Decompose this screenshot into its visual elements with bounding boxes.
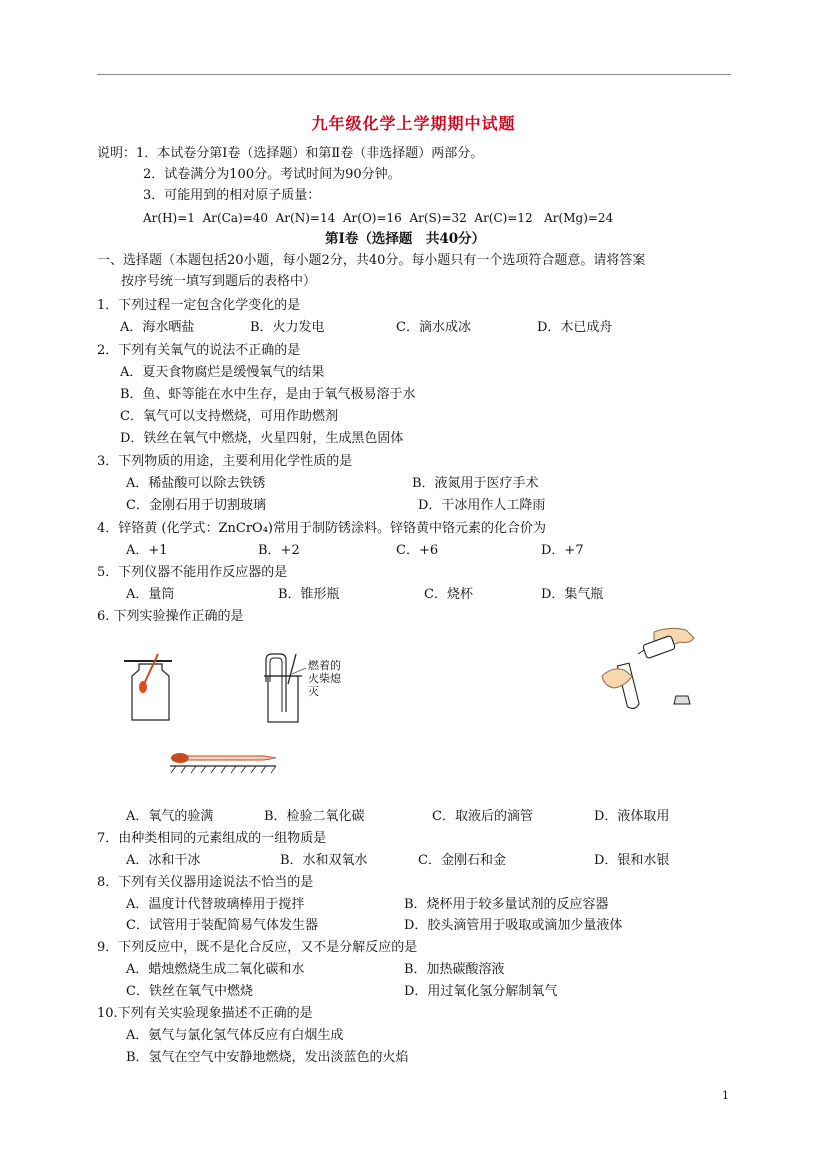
figure-d-liquid-pouring	[598, 624, 708, 714]
mass-ca: Ar(Ca)=40	[202, 211, 268, 225]
q3-option-b: B．液氮用于医疗手术	[412, 476, 539, 491]
note-3: 3．可能用到的相对原子质量：	[143, 188, 321, 203]
q5-option-b: B．锥形瓶	[278, 587, 340, 602]
q8-option-b: B．烧杯用于较多量试剂的反应容器	[404, 897, 609, 912]
q7-option-b: B．水和双氧水	[280, 853, 368, 868]
q4-option-d: D．+7	[541, 543, 584, 558]
q8-option-a: A．温度计代替玻璃棒用于搅拌	[126, 897, 305, 912]
q4-option-a: A．+1	[126, 543, 168, 558]
q7-option-d: D．银和水银	[594, 853, 670, 868]
q4-option-c: C．+6	[396, 543, 439, 558]
q6-option-b: B．检验二氧化碳	[264, 809, 365, 824]
q1-stem: 1．下列过程一定包含化学变化的是	[97, 298, 301, 313]
q6-option-d: D．液体取用	[594, 809, 670, 824]
q3-stem: 3．下列物质的用途，主要利用化学性质的是	[97, 454, 353, 469]
figure-b-label: 燃着的火柴熄灭	[308, 659, 341, 698]
instructions-line-2: 按序号统一填写到题后的表格中）	[121, 274, 317, 289]
q2-option-d: D．铁丝在氧气中燃烧，火星四射，生成黑色固体	[120, 431, 404, 446]
section-heading: 第Ⅰ卷（选择题 共40分）	[325, 231, 486, 247]
q9-stem: 9．下列反应中，既不是化合反应，又不是分解反应的是	[97, 940, 418, 955]
mass-o: Ar(O)=16	[342, 211, 402, 225]
q9-option-d: D．用过氧化氢分解制氧气	[404, 984, 558, 999]
note-1: 说明：1．本试卷分第Ⅰ卷（选择题）和第Ⅱ卷（非选择题）两部分。	[97, 146, 484, 161]
q1-option-a: A．海水晒盐	[120, 320, 195, 335]
mass-h: Ar(H)=1	[143, 211, 195, 225]
q3-option-a: A．稀盐酸可以除去铁锈	[126, 476, 266, 491]
q5-option-c: C．烧杯	[424, 587, 473, 602]
q6-option-a: A．氧气的验满	[126, 809, 214, 824]
mass-mg: Ar(Mg)=24	[544, 211, 614, 225]
q5-stem: 5．下列仪器不能用作反应器的是	[97, 565, 288, 580]
q2-stem: 2．下列有关氧气的说法不正确的是	[97, 343, 301, 358]
q10-stem: 10.下列有关实验现象描述不正确的是	[97, 1006, 313, 1021]
q3-option-d: D．干冰用作人工降雨	[418, 498, 546, 513]
mass-s: Ar(S)=32	[409, 211, 467, 225]
q10-option-b: B．氢气在空气中安静地燃烧，发出淡蓝色的火焰	[126, 1050, 409, 1065]
q6-option-c: C．取液后的滴管	[432, 809, 533, 824]
header-rule	[97, 74, 731, 75]
q8-option-c: C．试管用于装配简易气体发生器	[126, 918, 318, 933]
q4-stem: 4．锌铬黄 (化学式：ZnCrO₄)常用于制防锈涂料。锌铬黄中铬元素的化合价为	[97, 521, 546, 536]
q6-stem: 6. 下列实验操作正确的是	[97, 609, 244, 624]
q7-option-c: C．金刚石和金	[418, 853, 506, 868]
q5-option-a: A．量筒	[126, 587, 175, 602]
figure-c-dropper	[168, 746, 280, 776]
q1-option-d: D．木已成舟	[537, 320, 613, 335]
mass-c: Ar(C)=12	[474, 211, 533, 225]
q2-option-c: C．氧气可以支持燃烧，可用作助燃剂	[120, 409, 338, 424]
q4-option-b: B．+2	[258, 543, 300, 558]
note-2: 2．试卷满分为100分。考试时间为90分钟。	[143, 167, 401, 182]
page-number: 1	[722, 1089, 729, 1102]
q7-option-a: A．冰和干冰	[126, 853, 201, 868]
mass-n: Ar(N)=14	[275, 211, 336, 225]
atomic-masses	[143, 209, 613, 227]
q9-option-b: B．加热碳酸溶液	[404, 962, 505, 977]
q1-option-b: B．火力发电	[250, 320, 325, 335]
instructions-line-1: 一、选择题（本题包括20小题，每小题2分，共40分。每小题只有一个选项符合题意。请将答案	[97, 253, 646, 268]
q5-option-d: D．集气瓶	[541, 587, 604, 602]
q1-option-c: C．滴水成冰	[396, 320, 471, 335]
q3-option-c: C．金刚石用于切割玻璃	[126, 498, 266, 513]
q8-stem: 8．下列有关仪器用途说法不恰当的是	[97, 875, 314, 890]
q9-option-a: A．蜡烛燃烧生成二氧化碳和水	[126, 962, 305, 977]
q10-option-a: A．氨气与氯化氢气体反应有白烟生成	[126, 1028, 344, 1043]
page-title: 九年级化学上学期期中试题	[311, 114, 516, 133]
q9-option-c: C．铁丝在氧气中燃烧	[126, 984, 253, 999]
q2-option-b: B．鱼、虾等能在水中生存，是由于氧气极易溶于水	[120, 387, 416, 402]
q8-option-d: D．胶头滴管用于吸取或滴加少量液体	[404, 918, 623, 933]
figure-a-oxygen-test	[122, 652, 174, 724]
q2-option-a: A．夏天食物腐烂是缓慢氧气的结果	[120, 365, 325, 380]
q7-stem: 7．由种类相同的元素组成的一组物质是	[97, 831, 327, 846]
